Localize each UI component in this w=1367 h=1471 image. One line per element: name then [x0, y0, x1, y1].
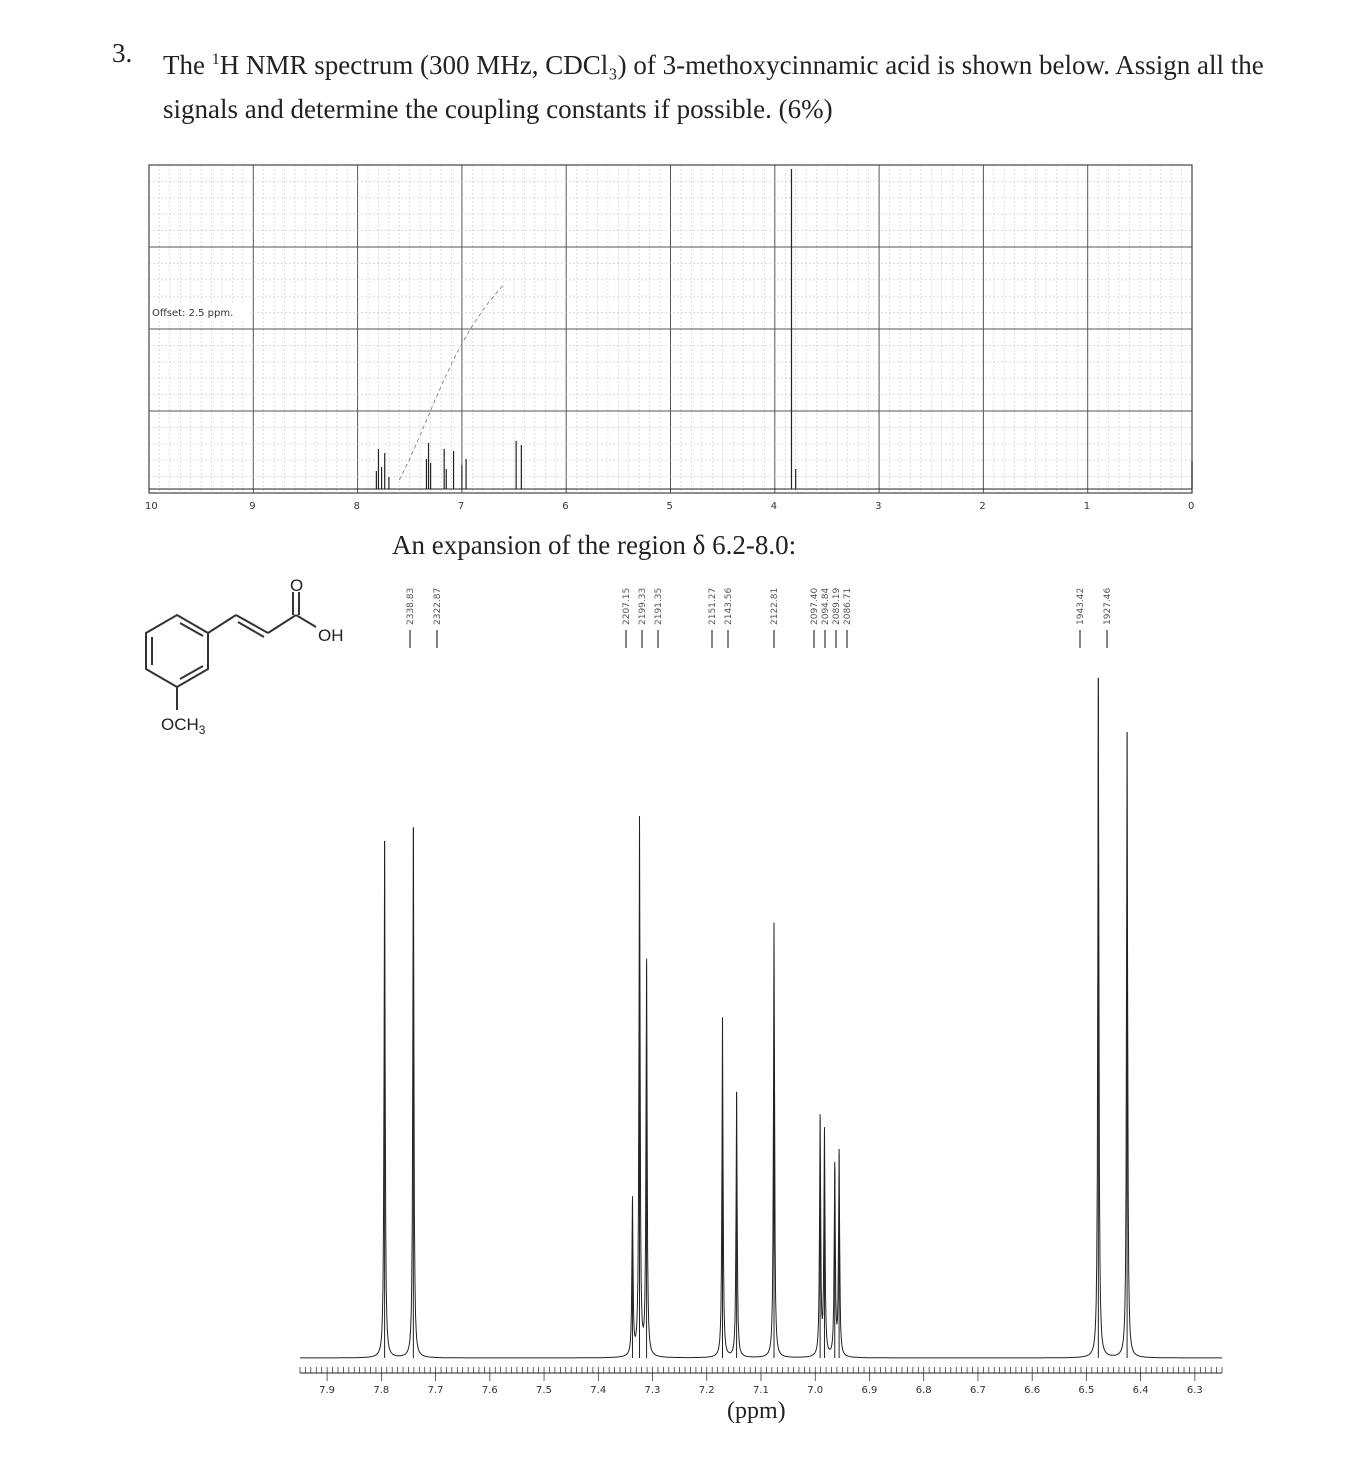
- peak-label-text: 2086.71: [843, 587, 853, 625]
- peak-label: [724, 588, 734, 648]
- full-x-tick: 1: [1083, 501, 1091, 512]
- x-tick-label: 6.8: [915, 1385, 932, 1396]
- full-x-tick: 3: [875, 501, 882, 512]
- expansion-trace: [300, 678, 1222, 1358]
- x-tick-label: 6.9: [861, 1385, 878, 1396]
- methoxy-label-text: OCH: [161, 715, 199, 734]
- methoxy-label-subscript: 3: [198, 723, 206, 737]
- question-text-rest: H NMR spectrum (300 MHz, CDCl₃) of 3-methoxycinnamic acid is shown below. Assign all the signals and determine the coupling constants if possible. (6%): [163, 50, 1264, 124]
- peak-label-text: 1927.46: [1103, 587, 1113, 625]
- carbonyl-oxygen-label: O: [290, 576, 304, 595]
- x-axis-label: (ppm): [727, 1398, 786, 1424]
- peak-label: [770, 588, 780, 648]
- peak-label-text: 2338.83: [406, 587, 416, 625]
- hydroxyl-label: OH: [318, 626, 344, 645]
- peak-label-text: 2151.27: [708, 587, 718, 625]
- question-text-start: The: [163, 50, 212, 80]
- peak-label-text: 2122.81: [770, 587, 780, 625]
- peak-label: [433, 588, 443, 648]
- offset-label: Offset: 2.5 ppm.: [152, 308, 234, 319]
- x-tick-label: 6.5: [1078, 1385, 1095, 1396]
- peak-label-text: 2094.84: [821, 587, 831, 625]
- full-x-tick: 10: [145, 501, 158, 512]
- peak-label-text: 2322.87: [433, 587, 443, 625]
- peak-label: [406, 588, 416, 648]
- peak-label: [843, 588, 853, 648]
- x-tick-label: 6.7: [969, 1385, 986, 1396]
- peak-label: [810, 588, 820, 648]
- peak-label-text: 2089.19: [832, 587, 842, 625]
- full-x-tick: 7: [457, 501, 465, 512]
- x-tick-label: 6.6: [1024, 1385, 1041, 1396]
- x-tick-label: 7.8: [373, 1385, 390, 1396]
- full-x-tick: 2: [979, 501, 986, 512]
- x-tick-label: 7.0: [807, 1385, 824, 1396]
- question-superscript: 1: [211, 51, 220, 68]
- x-tick-label: 7.1: [753, 1385, 769, 1396]
- question-number: 3.: [112, 38, 133, 68]
- spectrum-line: [300, 678, 1222, 1358]
- peak-label-text: 2191.35: [654, 587, 664, 625]
- peak-label-text: 2207.15: [622, 587, 632, 625]
- full-x-tick: 4: [770, 501, 778, 512]
- x-tick-label: 7.7: [427, 1385, 444, 1396]
- peak-label: [821, 588, 831, 648]
- expansion-title: An expansion of the region δ 6.2-8.0:: [392, 530, 797, 560]
- peak-label: [708, 588, 718, 648]
- x-tick-label: 7.3: [644, 1385, 661, 1396]
- full-x-tick: 8: [353, 501, 360, 512]
- peak-labels: [406, 588, 1113, 648]
- peak-label: [832, 588, 842, 648]
- x-tick-label: 6.3: [1186, 1385, 1203, 1396]
- x-tick-label: 7.9: [319, 1385, 336, 1396]
- full-x-tick: 5: [666, 501, 673, 512]
- peak-label: [654, 588, 664, 648]
- peak-label-text: 2199.33: [638, 587, 648, 625]
- expansion-axis: [300, 1367, 1222, 1396]
- full-x-tick: 9: [249, 501, 256, 512]
- x-tick-label: 6.4: [1132, 1385, 1149, 1396]
- x-tick-label: 7.2: [698, 1385, 715, 1396]
- x-tick-label: 7.6: [481, 1385, 498, 1396]
- peak-label-text: 2143.56: [724, 587, 734, 625]
- x-tick-label: 7.5: [536, 1385, 552, 1396]
- full-x-tick: 0: [1188, 501, 1195, 512]
- peak-label-text: 1943.42: [1076, 587, 1086, 625]
- peak-label-text: 2097.40: [810, 587, 820, 625]
- full-x-tick: 6: [562, 501, 569, 512]
- peak-label: [1076, 588, 1086, 648]
- peak-label: [638, 588, 648, 648]
- peak-label: [1103, 588, 1113, 648]
- peak-label: [622, 588, 632, 648]
- x-tick-label: 7.4: [590, 1385, 607, 1396]
